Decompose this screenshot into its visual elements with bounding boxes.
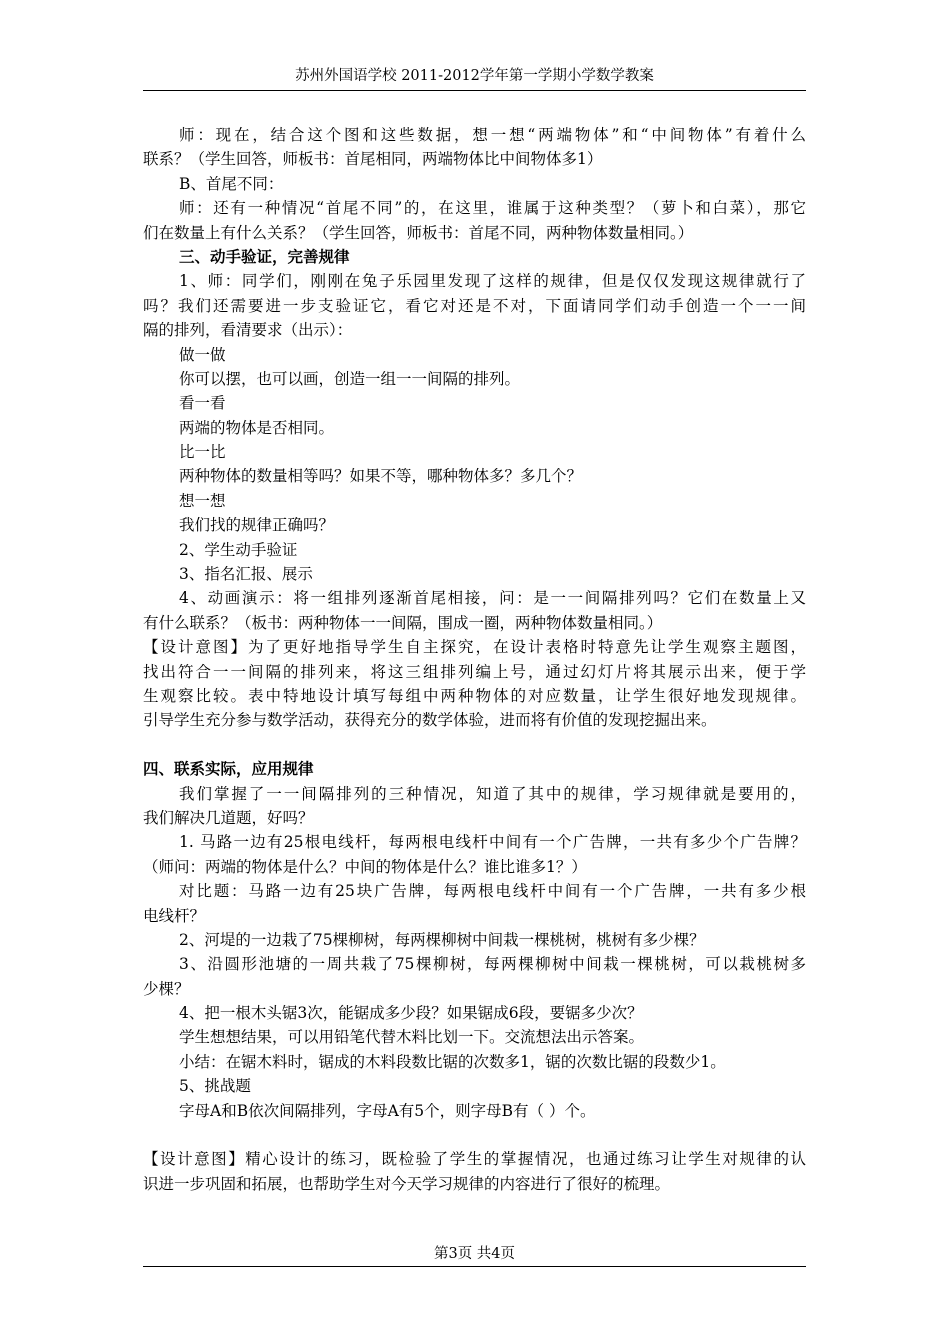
text-line: 电线杆？ <box>143 906 206 925</box>
text-line: 有什么联系？（板书：两种物体一一间隔，围成一圈，两种物体数量相同。） <box>143 613 663 632</box>
blank-line <box>143 1123 806 1147</box>
text-line: 生观察比较。表中特地设计填写每组中两种物体的对应数量，让学生很好地发现规律。 <box>143 686 806 705</box>
text-line: 两端的物体是否相同。 <box>179 418 335 437</box>
text-line: 5、挑战题 <box>179 1077 251 1096</box>
text-line: 3、沿圆形池塘的一周共栽了75棵柳树，每两棵柳树中间栽一棵桃树，可以栽桃树多 <box>179 955 806 974</box>
blank-line <box>143 733 806 757</box>
text-line: 隔的排列，看清要求（出示）： <box>143 321 353 340</box>
text-line: 四、联系实际，应用规律 <box>143 759 314 779</box>
text-line: 比一比 <box>179 443 226 462</box>
header-text: 苏州外国语学校 2011-2012学年第一学期小学数学教案 <box>295 68 654 84</box>
text-line: 小结：在锯木料时，锯成的木料段数比锯的次数多1，锯的次数比锯的段数少1。 <box>179 1052 726 1071</box>
text-line: 三、动手验证，完善规律 <box>179 246 350 266</box>
text-line: 做一做 <box>179 345 226 364</box>
text-line: 找出符合一一间隔的排列来，将这三组排列编上号，通过幻灯片将其展示出来，便于学 <box>143 662 806 681</box>
text-line: 识进一步巩固和拓展，也帮助学生对今天学习规律的内容进行了很好的梳理。 <box>143 1174 671 1193</box>
text-line: （师问：两端的物体是什么？中间的物体是什么？谁比谁多1？） <box>143 857 587 876</box>
text-line: 们在数量上有什么关系？（学生回答，师板书：首尾不同，两种物体数量相同。） <box>143 223 694 242</box>
page-footer <box>143 1244 806 1267</box>
text-line: 吗？我们还需要进一步支验证它，看它对还是不对，下面请同学们动手创造一个一一间 <box>143 296 806 315</box>
text-line: 4、把一根木头锯3次，能锯成多少段？如果锯成6段，要锯多少次？ <box>179 1004 643 1023</box>
text-line: 你可以摆，也可以画，创造一组一一间隔的排列。 <box>179 369 521 388</box>
page-number: 第3页 共4页 <box>433 1246 516 1262</box>
page-header <box>143 66 806 91</box>
text-line: 看一看 <box>179 394 226 413</box>
text-line: 【设计意图】精心设计的练习，既检验了学生的掌握情况，也通过练习让学生对规律的认 <box>143 1150 806 1169</box>
text-line: 2、河堤的一边栽了75棵柳树，每两棵柳树中间栽一棵桃树，桃树有多少棵？ <box>179 930 705 949</box>
text-line: 师：还有一种情况“首尾不同”的，在这里，谁属于这种类型？（萝卜和白菜），那它 <box>179 199 806 218</box>
text-line: 对比题：马路一边有25块广告牌，每两根电线杆中间有一个广告牌，一共有多少根 <box>179 882 806 901</box>
text-line: 想一想 <box>179 491 226 510</box>
text-line: 4、动画演示：将一组排列逐渐首尾相接，问：是一一间隔排列吗？它们在数量上又 <box>179 589 806 608</box>
text-line: 2、学生动手验证 <box>179 540 298 559</box>
text-line: 1、师：同学们，刚刚在兔子乐园里发现了这样的规律，但是仅仅发现这规律就行了 <box>179 272 806 291</box>
text-line: 3、指名汇报、展示 <box>179 565 313 584</box>
text-line: 少棵？ <box>143 979 190 998</box>
text-line: 1. 马路一边有25根电线杆，每两根电线杆中间有一个广告牌，一共有多少个广告牌？ <box>179 833 806 852</box>
text-line: 联系？（学生回答，师板书：首尾相同，两端物体比中间物体多1） <box>143 150 603 169</box>
text-line: B、首尾不同： <box>179 174 284 193</box>
text-line: 引导学生充分参与数学活动，获得充分的数学体验，进而将有价值的发现挖掘出来。 <box>143 711 717 730</box>
text-line: 两种物体的数量相等吗？如果不等，哪种物体多？多几个？ <box>179 467 583 486</box>
text-line: 【设计意图】为了更好地指导学生自主探究，在设计表格时特意先让学生观察主题图， <box>143 638 806 657</box>
document-body <box>143 123 806 1196</box>
text-line: 我们掌握了一一间隔排列的三种情况，知道了其中的规律，学习规律就是要用的， <box>179 784 806 803</box>
text-line: 学生想想结果，可以用铅笔代替木料比划一下。交流想法出示答案。 <box>179 1028 645 1047</box>
text-line: 字母A和B依次间隔排列，字母A有5个，则字母B有（ ）个。 <box>179 1101 596 1120</box>
text-line: 师：现在，结合这个图和这些数据，想一想“两端物体”和“中间物体”有着什么 <box>179 126 806 144</box>
text-line: 我们找的规律正确吗？ <box>179 516 335 535</box>
text-line: 我们解决几道题，好吗？ <box>143 808 314 827</box>
